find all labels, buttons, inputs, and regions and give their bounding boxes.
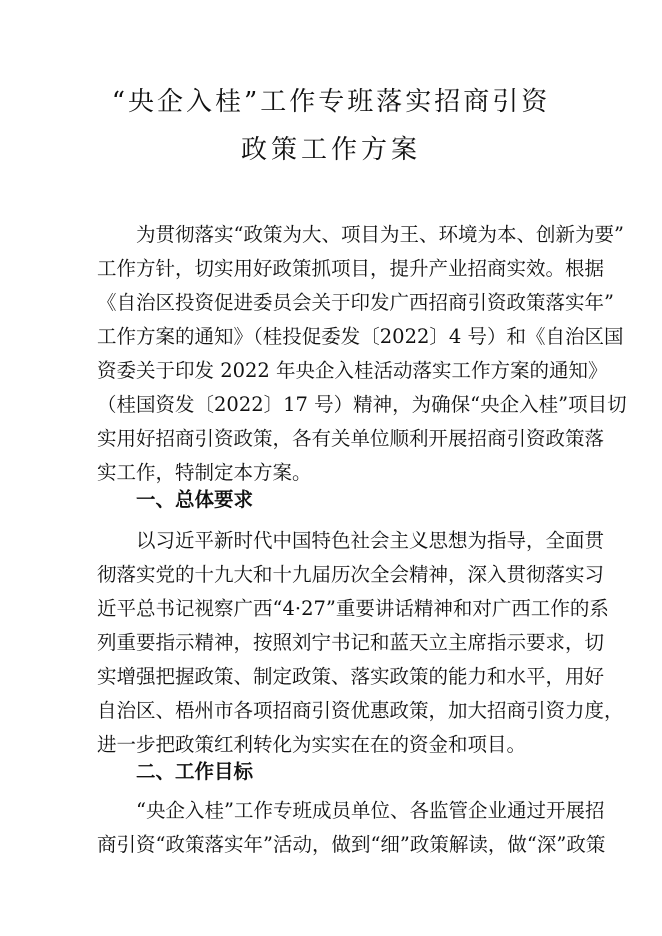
paragraph-1-line-5: 资委关于印发 2022 年央企入桂活动落实工作方案的通知》 (97, 359, 608, 382)
section-2-heading: 二、工作目标 (136, 760, 254, 783)
paragraph-2-line-2: 彻落实党的十九大和十九届历次全会精神，深入贯彻落实习 (97, 563, 605, 586)
paragraph-2-line-5: 实增强把握政策、制定政策、落实政策的能力和水平，用好 (97, 665, 605, 688)
paragraph-2-line-6: 自治区、梧州市各项招商引资优惠政策，加大招商引资力度， (97, 699, 624, 722)
paragraph-3-line-1: “央企入桂”工作专班成员单位、各监管企业通过开展招 (136, 799, 605, 822)
document-title-line-2: 政策工作方案 (240, 135, 421, 165)
paragraph-1-line-4: 工作方案的通知》（桂投促委发〔2022〕4 号）和《自治区国 (97, 325, 624, 348)
paragraph-1-line-7: 实用好招商引资政策，各有关单位顺利开展招商引资政策落 (97, 427, 605, 450)
document-title-line-1: “央企入桂”工作专班落实招商引资 (111, 87, 551, 117)
paragraph-3-line-2: 商引资“政策落实年”活动，做到“细”政策解读，做“深”政策 (97, 833, 606, 856)
paragraph-1-line-1: 为贯彻落实“政策为大、项目为王、环境为本、创新为要” (136, 223, 624, 246)
paragraph-2-line-3: 近平总书记视察广西“4·27”重要讲话精神和对广西工作的系 (97, 597, 609, 620)
paragraph-2-line-7: 进一步把政策红利转化为实实在在的资金和项目。 (97, 733, 527, 756)
paragraph-1-line-6: （桂国资发〔2022〕17 号）精神，为确保“央企入桂”项目切 (97, 393, 627, 416)
paragraph-1-line-8: 实工作，特制定本方案。 (97, 461, 312, 484)
paragraph-2-line-1: 以习近平新时代中国特色社会主义思想为指导，全面贯 (136, 529, 605, 552)
section-1-heading: 一、总体要求 (136, 488, 254, 511)
paragraph-2-line-4: 列重要指示精神，按照刘宁书记和蓝天立主席指示要求，切 (97, 631, 605, 654)
paragraph-1-line-3: 《自治区投资促进委员会关于印发广西招商引资政策落实年” (97, 291, 614, 314)
paragraph-1-line-2: 工作方针，切实用好政策抓项目，提升产业招商实效。根据 (97, 257, 605, 280)
